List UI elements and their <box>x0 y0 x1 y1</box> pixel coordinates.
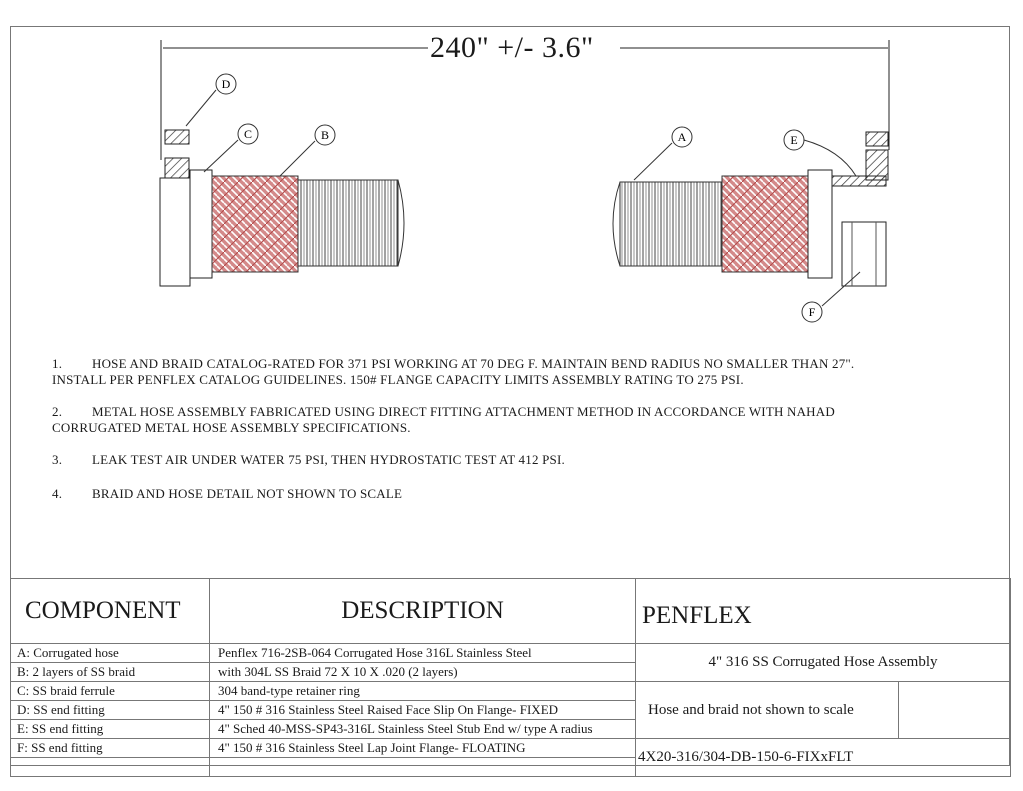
note-4: 4. BRAID AND HOSE DETAIL NOT SHOWN TO SCALE <box>52 486 403 501</box>
table-row: F: SS end fitting 4" 150 # 316 Stainless Steel Lap Joint Flange- FLOATING 4X20-316/304-DB-150-6-FIXxFLT <box>11 739 1011 758</box>
company-name: PENFLEX <box>636 579 1011 644</box>
note-3: 3. LEAK TEST AIR UNDER WATER 75 PSI, THEN HYDROSTATIC TEST AT 412 PSI. <box>52 452 565 467</box>
callout-c <box>204 124 258 172</box>
note-1: 1. HOSE AND BRAID CATALOG-RATED FOR 371 PSI WORKING AT 70 DEG F. MAINTAIN BEND RADIUS NO SMALLER THAN 27". INSTALL PER PENFLEX CATALOG GUIDELINES. 150# FLANGE CAPACITY LIMITS ASSEMBLY RATING TO 275 PSI. <box>52 356 855 387</box>
overall-dimension-label: 240" +/- 3.6" <box>430 31 594 64</box>
table-row: D: SS end fitting 4" 150 # 316 Stainless Steel Raised Face Slip On Flange- FIXED <box>11 701 1011 720</box>
scale-note: Hose and braid not shown to scale <box>636 682 899 739</box>
title-block <box>10 578 1011 777</box>
general-notes <box>52 356 952 520</box>
component-header: COMPONENT <box>11 579 210 644</box>
assembly-title: 4" 316 SS Corrugated Hose Assembly <box>636 644 1011 682</box>
svg-text:F: F <box>808 305 816 319</box>
table-row: E: SS end fitting 4" Sched 40-MSS-SP43-316L Stainless Steel Stub End w/ type A radius <box>11 720 1011 739</box>
part-number: 4X20-316/304-DB-150-6-FIXxFLT <box>636 739 1011 777</box>
svg-text:B: B <box>320 128 330 142</box>
table-row: A: Corrugated hose Penflex 716-2SB-064 Corrugated Hose 316L Stainless Steel 4" 316 SS Corrugated Hose Assembly <box>11 644 1011 663</box>
description-header: DESCRIPTION <box>210 579 636 644</box>
table-row: B: 2 layers of SS braid with 304L SS Braid 72 X 10 X .020 (2 layers) <box>11 663 1011 682</box>
svg-text:A: A <box>677 130 687 144</box>
left-end-fitting <box>160 130 404 286</box>
callout-e <box>784 130 856 176</box>
table-row: C: SS braid ferrule 304 band-type retainer ring Hose and braid not shown to scale <box>11 682 1011 701</box>
blank-cell <box>899 682 1011 739</box>
callout-a <box>634 127 692 180</box>
callout-f <box>802 272 860 322</box>
note-2: 2. METAL HOSE ASSEMBLY FABRICATED USING DIRECT FITTING ATTACHMENT METHOD IN ACCORDANCE WITH NAHAD CORRUGATED METAL HOSE ASSEMBLY SPECIFICATIONS. <box>52 404 835 435</box>
right-end-fitting <box>613 132 888 286</box>
svg-text:C: C <box>243 127 253 141</box>
svg-text:D: D <box>221 77 231 91</box>
svg-text:E: E <box>790 133 798 147</box>
callout-d <box>186 74 236 126</box>
callout-b <box>280 125 335 176</box>
